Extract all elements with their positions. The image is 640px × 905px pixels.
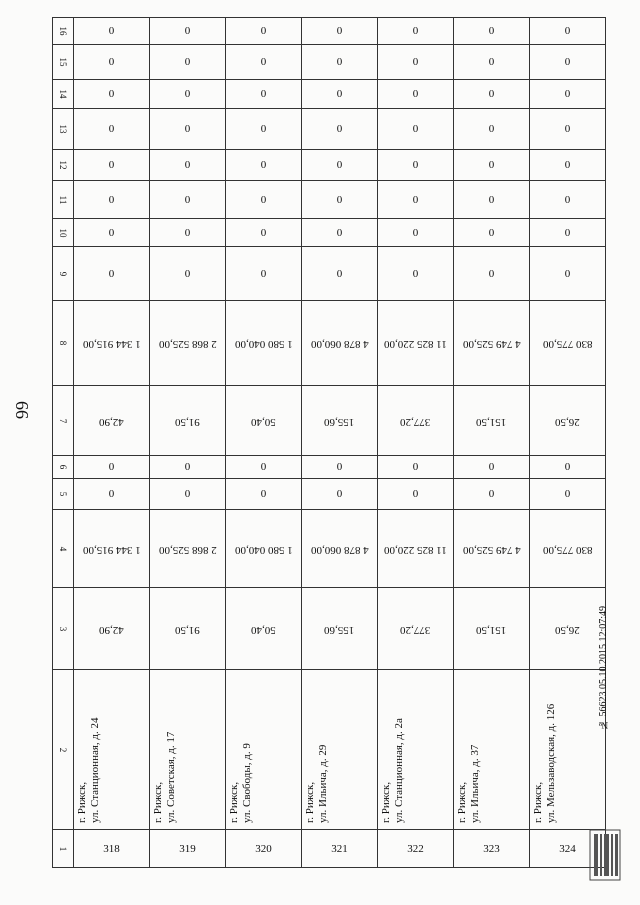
cell-value: 0 xyxy=(260,56,267,68)
table-cell xyxy=(74,181,150,219)
table-cell xyxy=(454,386,530,456)
table-cell xyxy=(226,80,302,109)
table-cell xyxy=(302,80,378,109)
table-cell xyxy=(74,45,150,80)
table-cell xyxy=(530,181,606,219)
table-cell xyxy=(74,18,150,45)
table-cell xyxy=(530,109,606,150)
column-header-label: 9 xyxy=(58,271,68,276)
table-cell xyxy=(226,247,302,301)
address-street: ул. Станционная, д. 2а xyxy=(393,718,405,823)
column-header-label: 2 xyxy=(58,747,68,752)
address-street: ул. Станционная, д. 24 xyxy=(89,717,101,823)
table-cell xyxy=(226,588,302,670)
cell-value: 0 xyxy=(260,488,267,500)
address-text xyxy=(150,670,225,829)
column-header-label: 16 xyxy=(58,26,68,36)
column-header xyxy=(53,670,74,830)
table-cell xyxy=(454,588,530,670)
cell-value: 0 xyxy=(184,461,191,473)
cell-value: 0 xyxy=(260,123,267,135)
cell-value: 155,60 xyxy=(324,623,355,636)
table-cell xyxy=(530,45,606,80)
table-cell xyxy=(530,150,606,181)
table-cell xyxy=(150,150,226,181)
cell-value: 0 xyxy=(108,193,115,206)
column-header-label: 10 xyxy=(58,228,68,237)
cell-value: 0 xyxy=(184,193,191,206)
cell-value: 0 xyxy=(184,488,191,500)
table-cell xyxy=(378,219,454,247)
cell-value: 0 xyxy=(336,25,343,37)
table-cell xyxy=(454,247,530,301)
cell-value: 0 xyxy=(184,159,191,171)
cell-value: 0 xyxy=(564,193,571,206)
cell-value: 830 775,00 xyxy=(542,543,593,556)
table-cell xyxy=(378,181,454,219)
address-text xyxy=(530,670,605,829)
table-cell xyxy=(378,18,454,45)
cell-value: 0 xyxy=(184,25,191,37)
registry-table-wrapper xyxy=(52,17,606,868)
address-city: г. Рижск, xyxy=(304,781,316,823)
table-cell xyxy=(454,456,530,479)
cell-value: 0 xyxy=(108,226,115,239)
table-cell xyxy=(378,386,454,456)
table-row xyxy=(53,456,606,479)
table-cell xyxy=(150,510,226,588)
column-header-label: 15 xyxy=(58,57,68,67)
table-cell xyxy=(302,510,378,588)
cell-value: 0 xyxy=(488,267,495,280)
table-cell xyxy=(150,181,226,219)
table-cell xyxy=(74,247,150,301)
table-cell xyxy=(454,181,530,219)
column-header xyxy=(53,588,74,670)
table-cell xyxy=(226,181,302,219)
table-cell xyxy=(150,456,226,479)
table-cell xyxy=(150,386,226,456)
column-header-label: 11 xyxy=(58,195,68,204)
cell-value: 4 749 525,00 xyxy=(462,338,521,350)
cell-value: 0 xyxy=(412,159,419,171)
table-cell xyxy=(530,588,606,670)
table-row xyxy=(53,510,606,588)
cell-value: 0 xyxy=(336,267,343,280)
table-cell xyxy=(74,510,150,588)
cell-value: 377,20 xyxy=(400,415,431,428)
address-text xyxy=(302,670,377,829)
table-cell xyxy=(226,386,302,456)
column-header-label: 4 xyxy=(58,546,68,551)
cell-value: 377,20 xyxy=(400,623,431,636)
address-cell xyxy=(378,670,454,830)
row-number-cell xyxy=(226,830,302,868)
table-cell xyxy=(74,219,150,247)
address-text xyxy=(378,670,453,829)
table-cell xyxy=(302,301,378,386)
cell-value: 0 xyxy=(184,267,191,280)
column-header xyxy=(53,150,74,181)
row-number-cell xyxy=(302,830,378,868)
table-cell xyxy=(226,479,302,510)
cell-value: 0 xyxy=(336,159,343,171)
column-header-label: 13 xyxy=(58,124,68,134)
table-cell xyxy=(150,109,226,150)
cell-value: 50,40 xyxy=(251,415,276,428)
cell-value: 151,50 xyxy=(476,415,507,428)
cell-value: 0 xyxy=(108,267,115,280)
address-street: ул. Мельзаводская, д. 126 xyxy=(545,703,557,823)
address-city: г. Рижск, xyxy=(76,781,88,823)
address-city: г. Рижск, xyxy=(152,781,164,823)
column-header xyxy=(53,80,74,109)
cell-value: 0 xyxy=(108,56,115,68)
cell-value: 0 xyxy=(260,226,267,239)
cell-value: 0 xyxy=(336,123,343,135)
table-cell xyxy=(454,219,530,247)
cell-value: 0 xyxy=(564,56,571,68)
cell-value: 42,90 xyxy=(99,623,124,636)
table-cell xyxy=(378,247,454,301)
cell-value: 155,60 xyxy=(324,415,355,428)
address-cell xyxy=(74,670,150,830)
table-cell xyxy=(150,588,226,670)
cell-value: 0 xyxy=(488,123,495,135)
cell-value: 0 xyxy=(184,123,191,135)
table-row xyxy=(53,301,606,386)
address-city: г. Рижск, xyxy=(228,781,240,823)
address-cell xyxy=(302,670,378,830)
table-row xyxy=(53,45,606,80)
table-cell xyxy=(378,150,454,181)
row-number: 323 xyxy=(483,842,500,855)
column-header xyxy=(53,45,74,80)
table-row xyxy=(53,670,606,830)
cell-value: 0 xyxy=(488,56,495,68)
table-cell xyxy=(378,510,454,588)
cell-value: 0 xyxy=(412,56,419,68)
table-cell xyxy=(454,479,530,510)
cell-value: 0 xyxy=(336,488,343,500)
column-header-label: 7 xyxy=(58,418,68,423)
table-cell xyxy=(74,588,150,670)
table-cell xyxy=(378,588,454,670)
cell-value: 11 825 220,00 xyxy=(384,338,447,350)
row-number-cell xyxy=(74,830,150,868)
table-cell xyxy=(454,510,530,588)
table-cell xyxy=(226,456,302,479)
cell-value: 0 xyxy=(412,123,419,135)
cell-value: 0 xyxy=(488,226,495,239)
table-cell xyxy=(454,109,530,150)
address-cell xyxy=(530,670,606,830)
table-cell xyxy=(530,247,606,301)
table-row xyxy=(53,479,606,510)
column-header xyxy=(53,386,74,456)
table-cell xyxy=(74,386,150,456)
column-header xyxy=(53,510,74,588)
address-cell xyxy=(150,670,226,830)
column-header xyxy=(53,18,74,45)
table-cell xyxy=(454,150,530,181)
table-cell xyxy=(150,18,226,45)
column-header-label: 3 xyxy=(58,626,68,631)
cell-value: 4 878 060,00 xyxy=(310,338,369,350)
cell-value: 11 825 220,00 xyxy=(384,543,447,556)
registry-table xyxy=(52,17,606,868)
table-cell xyxy=(530,479,606,510)
table-cell xyxy=(454,301,530,386)
cell-value: 0 xyxy=(412,461,419,473)
table-row xyxy=(53,150,606,181)
cell-value: 2 868 525,00 xyxy=(158,338,217,350)
row-number-cell xyxy=(150,830,226,868)
cell-value: 0 xyxy=(488,25,495,37)
cell-value: 0 xyxy=(260,25,267,37)
table-cell xyxy=(150,247,226,301)
cell-value: 0 xyxy=(336,88,343,100)
table-cell xyxy=(302,588,378,670)
cell-value: 0 xyxy=(108,123,115,135)
address-text xyxy=(226,670,301,829)
cell-value: 26,50 xyxy=(555,623,580,636)
cell-value: 0 xyxy=(108,488,115,500)
cell-value: 0 xyxy=(184,56,191,68)
cell-value: 0 xyxy=(564,267,571,280)
table-row xyxy=(53,219,606,247)
table-row xyxy=(53,830,606,868)
cell-value: 1 580 040,00 xyxy=(234,543,293,556)
row-number: 321 xyxy=(331,842,348,855)
address-street: ул. Ильича, д. 37 xyxy=(469,744,481,823)
cell-value: 0 xyxy=(184,226,191,239)
table-cell xyxy=(530,386,606,456)
row-number: 319 xyxy=(179,842,196,855)
cell-value: 0 xyxy=(108,25,115,37)
column-header xyxy=(53,247,74,301)
table-row xyxy=(53,18,606,45)
table-row xyxy=(53,181,606,219)
cell-value: 91,50 xyxy=(175,623,200,636)
table-cell xyxy=(74,109,150,150)
barcode-stamp-icon xyxy=(586,828,626,882)
table-cell xyxy=(378,479,454,510)
cell-value: 4 878 060,00 xyxy=(310,543,369,556)
table-cell xyxy=(302,109,378,150)
cell-value: 0 xyxy=(412,193,419,206)
cell-value: 0 xyxy=(564,226,571,239)
table-cell xyxy=(226,18,302,45)
cell-value: 0 xyxy=(564,88,571,100)
table-cell xyxy=(226,510,302,588)
table-cell xyxy=(378,301,454,386)
table-cell xyxy=(530,510,606,588)
cell-value: 0 xyxy=(564,488,571,500)
address-street: ул. Советская, д. 17 xyxy=(165,731,177,823)
cell-value: 0 xyxy=(488,461,495,473)
cell-value: 0 xyxy=(564,159,571,171)
cell-value: 0 xyxy=(108,88,115,100)
cell-value: 1 344 915,00 xyxy=(82,338,141,350)
table-cell xyxy=(74,456,150,479)
column-header xyxy=(53,109,74,150)
table-cell xyxy=(302,219,378,247)
table-cell xyxy=(226,45,302,80)
cell-value: 830 775,00 xyxy=(542,338,593,350)
cell-value: 1 580 040,00 xyxy=(234,338,293,350)
table-cell xyxy=(530,219,606,247)
cell-value: 0 xyxy=(488,159,495,171)
cell-value: 0 xyxy=(108,461,115,473)
column-header xyxy=(53,219,74,247)
table-cell xyxy=(74,479,150,510)
table-cell xyxy=(226,109,302,150)
cell-value: 0 xyxy=(336,226,343,239)
table-cell xyxy=(454,80,530,109)
table-cell xyxy=(302,386,378,456)
address-cell xyxy=(454,670,530,830)
table-cell xyxy=(378,80,454,109)
cell-value: 0 xyxy=(564,123,571,135)
table-cell xyxy=(74,80,150,109)
cell-value: 50,40 xyxy=(251,623,276,636)
cell-value: 0 xyxy=(260,267,267,280)
cell-value: 0 xyxy=(564,461,571,473)
cell-value: 0 xyxy=(412,267,419,280)
column-header-label: 1 xyxy=(58,846,68,851)
table-cell xyxy=(226,219,302,247)
column-header-label: 12 xyxy=(58,160,68,170)
address-city: г. Рижск, xyxy=(380,781,392,823)
row-number-cell xyxy=(454,830,530,868)
table-cell xyxy=(302,18,378,45)
table-cell xyxy=(226,301,302,386)
page-number: 66 xyxy=(12,401,32,419)
address-cell xyxy=(226,670,302,830)
address-street: ул. Ильича, д. 29 xyxy=(317,744,329,823)
table-cell xyxy=(378,456,454,479)
table-cell xyxy=(378,109,454,150)
row-number: 318 xyxy=(103,842,120,855)
cell-value: 0 xyxy=(260,193,267,206)
column-header-label: 14 xyxy=(58,89,68,99)
cell-value: 2 868 525,00 xyxy=(158,543,217,556)
table-cell xyxy=(302,247,378,301)
cell-value: 0 xyxy=(412,88,419,100)
cell-value: 0 xyxy=(336,193,343,206)
address-street: ул. Свободы, д. 9 xyxy=(241,743,253,823)
cell-value: 0 xyxy=(412,25,419,37)
table-row xyxy=(53,386,606,456)
column-header-label: 5 xyxy=(58,491,68,497)
table-cell xyxy=(530,301,606,386)
cell-value: 0 xyxy=(260,159,267,171)
table-cell xyxy=(530,456,606,479)
table-row xyxy=(53,80,606,109)
address-text xyxy=(454,670,529,829)
cell-value: 0 xyxy=(488,193,495,206)
cell-value: 4 749 525,00 xyxy=(462,543,521,556)
address-text xyxy=(74,670,149,829)
table-cell xyxy=(378,45,454,80)
row-number: 320 xyxy=(255,842,272,855)
table-row xyxy=(53,247,606,301)
table-cell xyxy=(150,479,226,510)
table-row xyxy=(53,109,606,150)
table-cell xyxy=(302,45,378,80)
cell-value: 42,90 xyxy=(99,415,124,428)
table-cell xyxy=(302,456,378,479)
cell-value: 0 xyxy=(412,488,419,500)
column-header-label: 8 xyxy=(58,340,68,346)
table-cell xyxy=(150,80,226,109)
cell-value: 1 344 915,00 xyxy=(82,543,141,556)
cell-value: 0 xyxy=(564,25,571,37)
column-header xyxy=(53,456,74,479)
cell-value: 0 xyxy=(336,461,343,473)
cell-value: 91,50 xyxy=(175,415,200,428)
table-cell xyxy=(74,150,150,181)
table-cell xyxy=(150,219,226,247)
address-city: г. Рижск, xyxy=(532,781,544,823)
row-number-cell xyxy=(378,830,454,868)
cell-value: 0 xyxy=(108,159,115,171)
table-cell xyxy=(302,479,378,510)
address-city: г. Рижск, xyxy=(456,781,468,823)
table-cell xyxy=(454,18,530,45)
cell-value: 26,50 xyxy=(555,415,580,428)
table-cell xyxy=(302,181,378,219)
column-header xyxy=(53,830,74,868)
column-header xyxy=(53,181,74,219)
cell-value: 0 xyxy=(260,461,267,473)
cell-value: 0 xyxy=(412,226,419,239)
column-header xyxy=(53,301,74,386)
table-cell xyxy=(530,80,606,109)
cell-value: 0 xyxy=(336,56,343,68)
column-header xyxy=(53,479,74,510)
row-number: 322 xyxy=(407,842,424,855)
cell-value: 0 xyxy=(488,488,495,500)
table-cell xyxy=(302,150,378,181)
table-row xyxy=(53,588,606,670)
cell-value: 0 xyxy=(488,88,495,100)
table-cell xyxy=(150,301,226,386)
document-stamp-note: № 56623 05.10.2015 12:07:49 xyxy=(598,605,609,730)
table-cell xyxy=(530,18,606,45)
table-cell xyxy=(226,150,302,181)
cell-value: 0 xyxy=(184,88,191,100)
table-cell xyxy=(74,301,150,386)
table-cell xyxy=(150,45,226,80)
cell-value: 151,50 xyxy=(476,623,507,636)
cell-value: 0 xyxy=(260,88,267,100)
column-header-label: 6 xyxy=(58,464,68,470)
table-cell xyxy=(454,45,530,80)
row-number: 324 xyxy=(559,842,576,855)
